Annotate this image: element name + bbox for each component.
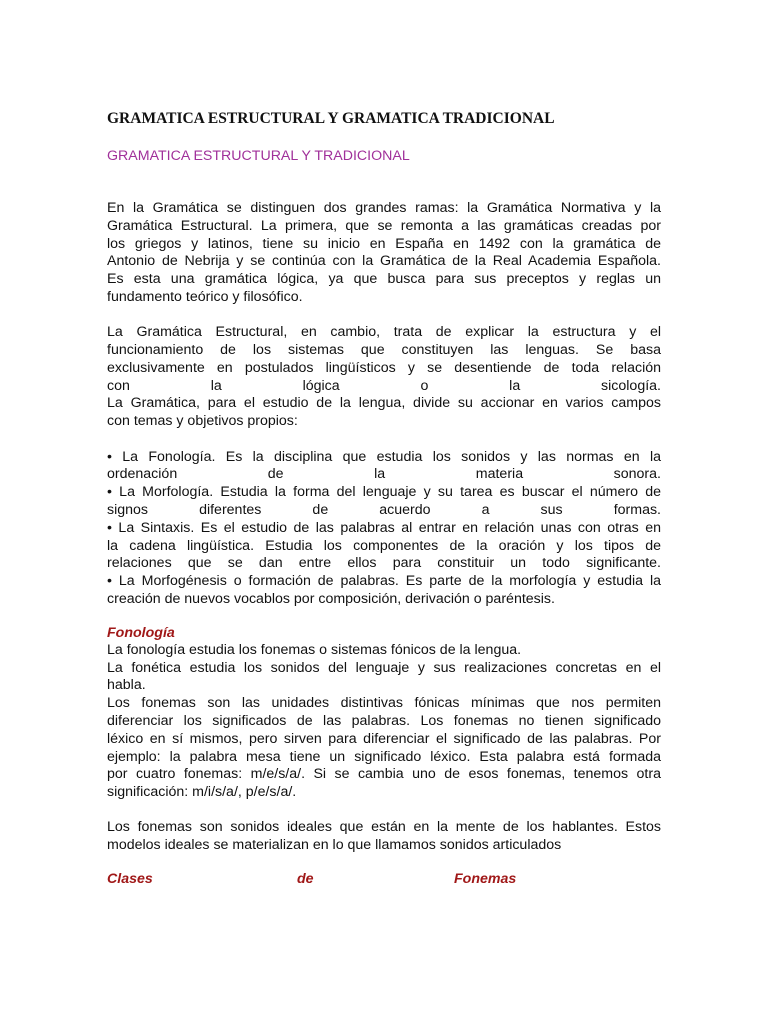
- heading-word: Clases: [107, 871, 153, 887]
- section-heading-clases-de-fonemas: [107, 870, 661, 888]
- list-item-line: • La Morfología. Estudia la forma del lenguaje y su tarea es buscar el número de: [107, 484, 661, 501]
- text-line: por cuatro fonemas: m/e/s/a/. Si se cambia uno de esos fonemas, tenemos otra: [107, 766, 661, 783]
- text-line: diferenciar los significados de las palabras. Los fonemas no tienen significado: [107, 712, 661, 729]
- list-item-line: signos diferentes de acuerdo a sus formas.: [107, 501, 661, 518]
- text-line: La fonología estudia los fonemas o sistemas fónicos de la lengua.: [107, 641, 522, 658]
- text-line: fundamento teórico y filosófico.: [107, 288, 303, 305]
- text-line: Antonio de Nebrija y se continúa con la Gramática de la Real Academia Española.: [107, 253, 661, 270]
- document-subtitle: GRAMATICA ESTRUCTURAL Y TRADICIONAL: [107, 148, 410, 164]
- list-item-line: • La Morfogénesis o formación de palabras. Es parte de la morfología y estudia la: [107, 573, 661, 590]
- list-item-line: • La Sintaxis. Es el estudio de las palabras al entrar en relación unas con otras en: [107, 519, 661, 536]
- section-heading-fonologia: Fonología: [107, 624, 175, 641]
- paragraph-estructural: [107, 324, 661, 431]
- text-line: con la lógica o la sicología.: [107, 377, 661, 394]
- text-line: ejemplo: la palabra mesa tiene un significado léxico. Esta palabra está formada: [107, 748, 661, 765]
- heading-word: Fonemas: [454, 871, 517, 887]
- list-item-line: creación de nuevos vocablos por composición, derivación o paréntesis.: [107, 590, 555, 607]
- text-line: Es esta una gramática lógica, ya que busca para sus preceptos y reglas un: [107, 271, 661, 288]
- text-line: modelos ideales se materializan en lo que llamamos sonidos articulados: [107, 837, 562, 854]
- document-page: [107, 108, 661, 888]
- text-line: con temas y objetivos propios:: [107, 413, 298, 430]
- text-line: léxico en sí mismos, pero sirven para diferenciar el significado de las palabras. Por: [107, 730, 661, 747]
- paragraph-fonologia: [107, 642, 661, 802]
- text-line: La Gramática, para el estudio de la lengua, divide su accionar en varios campos: [107, 395, 661, 412]
- text-line: Los fonemas son las unidades distintivas fónicas mínimas que nos permiten: [107, 695, 661, 712]
- paragraph-fonemas-ideales: [107, 819, 661, 855]
- list-item-line: relaciones que se dan entre ellos para constituir un todo significante.: [107, 555, 661, 572]
- document-title: GRAMATICA ESTRUCTURAL Y GRAMATICA TRADICIONAL: [107, 110, 555, 127]
- text-line: habla.: [107, 677, 146, 694]
- text-line: los griegos y latinos, tiene su inicio en España en 1492 con la gramática de: [107, 235, 661, 252]
- text-line: Los fonemas son sonidos ideales que están en la mente de los hablantes. Estos: [107, 819, 661, 836]
- text-line: La fonética estudia los sonidos del lenguaje y sus realizaciones concretas en el: [107, 659, 661, 676]
- list-item-line: ordenación de la materia sonora.: [107, 466, 661, 483]
- list-item-line: la cadena lingüística. Estudia los componentes de la oración y los tipos de: [107, 537, 661, 554]
- text-line: exclusivamente en postulados lingüísticos y se desentiende de toda relación: [107, 359, 661, 376]
- paragraph-intro: [107, 200, 661, 307]
- text-line: La Gramática Estructural, en cambio, trata de explicar la estructura y el: [107, 324, 661, 341]
- paragraph-campos-list: [107, 449, 661, 609]
- text-line: En la Gramática se distinguen dos grandes ramas: la Gramática Normativa y la: [107, 200, 661, 216]
- heading-word: de: [297, 871, 314, 887]
- list-item-line: • La Fonología. Es la disciplina que estudia los sonidos y las normas en la: [107, 448, 661, 465]
- text-line: funcionamiento de los sistemas que constituyen las lenguas. Se basa: [107, 342, 661, 359]
- text-line: significación: m/i/s/a/, p/e/s/a/.: [107, 784, 297, 801]
- text-line: Gramática Estructural. La primera, que se remonta a las gramáticas creadas por: [107, 217, 661, 234]
